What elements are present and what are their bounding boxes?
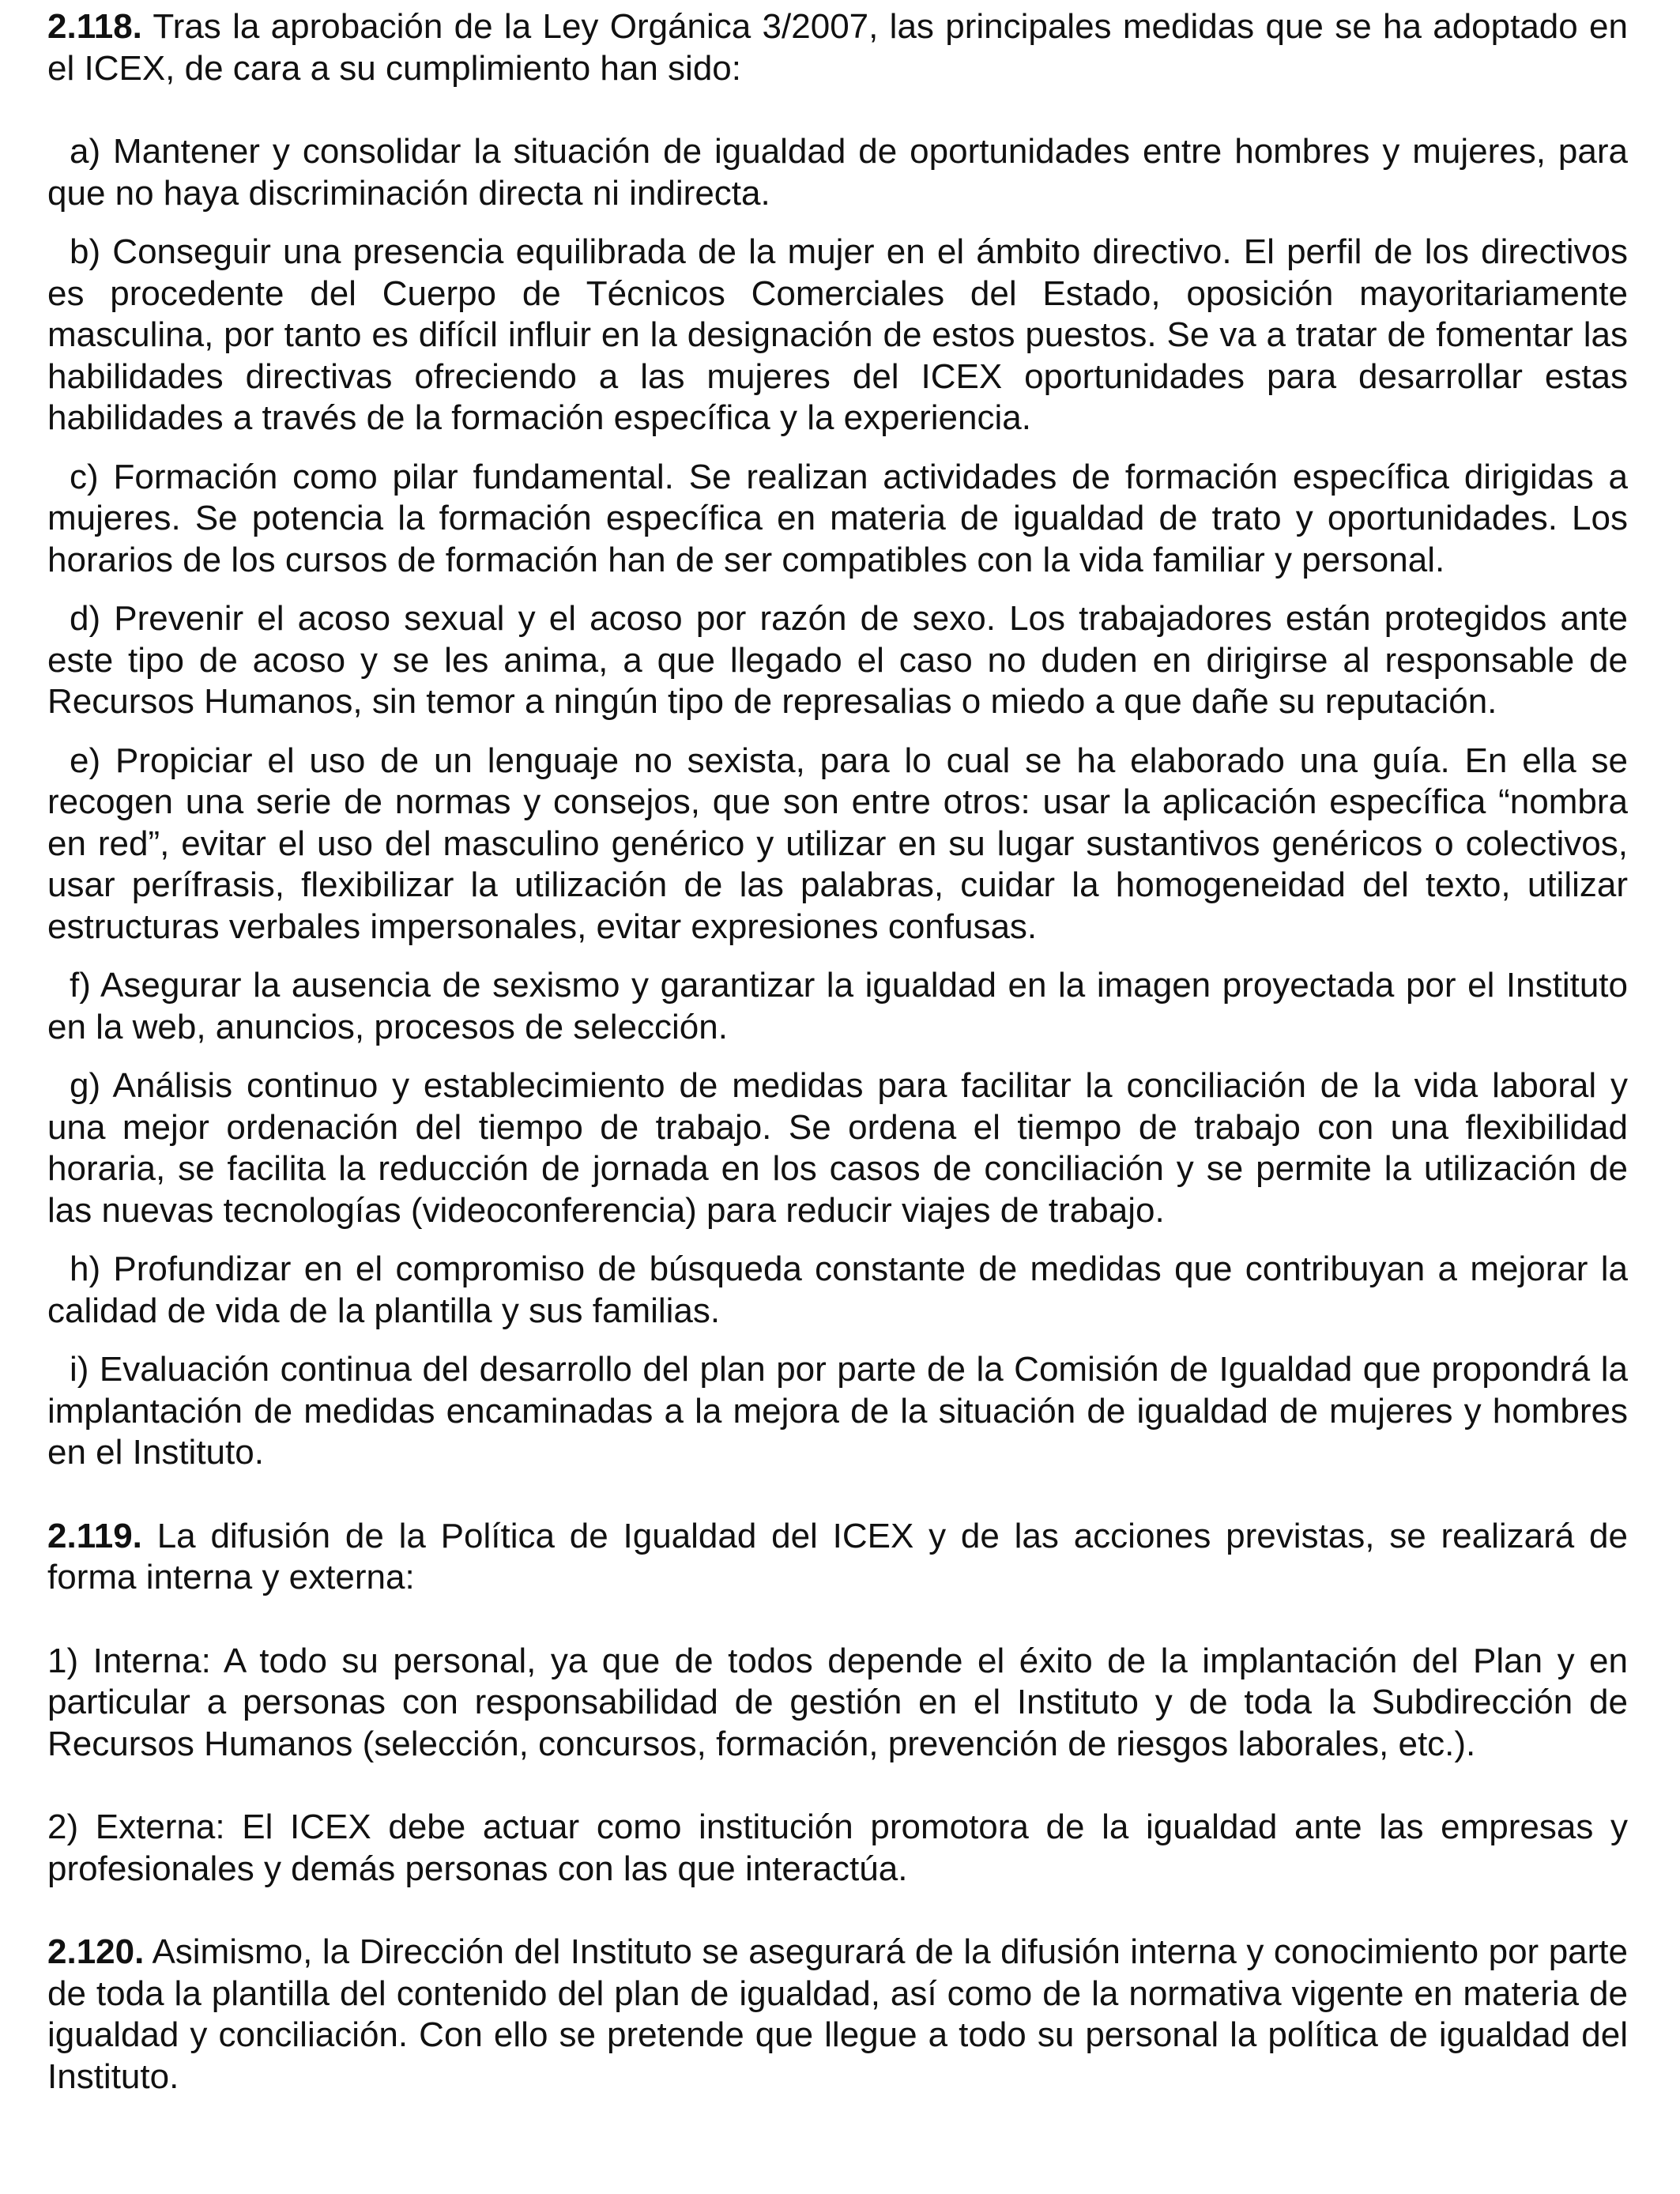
- dissemination-internal: 1) Interna: A todo su personal, ya que de todos depende el éxito de la implantación del Plan y en particular a personas con responsabilidad de gestión en el Instituto y de toda la Subdirección de Recursos Humanos (selección, concursos, formación, prevención de riesgos laborales, etc.).: [47, 1641, 1628, 1763]
- dissemination-external: 2) Externa: El ICEX debe actuar como institución promotora de la igualdad ante las empresas y profesionales y demás personas con las que interactúa.: [47, 1808, 1628, 1888]
- measure-item-a: a) Mantener y consolidar la situación de igualdad de oportunidades entre hombres y mujeres, para que no haya discriminación directa ni indirecta.: [47, 132, 1628, 213]
- measure-item-i: i) Evaluación continua del desarrollo del plan por parte de la Comisión de Igualdad que propondrá la implantación de medidas encaminadas a la mejora de la situación de igualdad de mujeres y hombres en el Instituto.: [47, 1350, 1628, 1472]
- measure-item-e: e) Propiciar el uso de un lenguaje no sexista, para lo cual se ha elaborado una guía. En ella se recogen una serie de normas y consejos, que son entre otros: usar la aplicación específica “nombra en red”, evitar el uso del masculino genérico y utilizar en su lugar sustantivos genéricos o colectivos, usar perífrasis, flexibilizar la utilización de las palabras, cuidar la homogeneidad del texto, utilizar estructuras verbales impersonales, evitar expresiones confusas.: [47, 741, 1628, 946]
- measure-item-c: c) Formación como pilar fundamental. Se realizan actividades de formación específica dirigidas a mujeres. Se potencia la formación específica en materia de igualdad de trato y oportunidades. Los horarios de los cursos de formación han de ser compatibles con la vida familiar y personal.: [47, 457, 1628, 579]
- section-number: 2.119.: [47, 1516, 142, 1555]
- section-text: Asimismo, la Dirección del Instituto se asegurará de la difusión interna y conocimiento por parte de toda la plantilla del contenido del plan de igualdad, así como de la normativa vigente en materia de igualdad y conciliación. Con ello se pretende que llegue a todo su personal la política de igualdad del Instituto.: [47, 1932, 1629, 2096]
- measure-item-g: g) Análisis continuo y establecimiento de medidas para facilitar la conciliación de la vida laboral y una mejor ordenación del tiempo de trabajo. Se ordena el tiempo de trabajo con una flexibilidad horaria, se facilita la reducción de jornada en los casos de conciliación y se permite la utilización de las nuevas tecnologías (videoconferencia) para reducir viajes de trabajo.: [47, 1066, 1628, 1230]
- document-page: [47, 6, 1628, 2098]
- measure-item-d: d) Prevenir el acoso sexual y el acoso por razón de sexo. Los trabajadores están protegidos ante este tipo de acoso y se les anima, a que llegado el caso no duden en dirigirse al responsable de Recursos Humanos, sin temor a ningún tipo de represalias o miedo a que dañe su reputación.: [47, 599, 1628, 721]
- measure-item-b: b) Conseguir una presencia equilibrada de la mujer en el ámbito directivo. El perfil de los directivos es procedente del Cuerpo de Técnicos Comerciales del Estado, oposición mayoritariamente masculina, por tanto es difícil influir en la designación de estos puestos. Se va a tratar de fomentar las habilidades directivas ofreciendo a las mujeres del ICEX oportunidades para desarrollar estas habilidades a través de la formación específica y la experiencia.: [47, 232, 1628, 437]
- section-number: 2.120.: [47, 1932, 145, 1971]
- measure-item-h: h) Profundizar en el compromiso de búsqueda constante de medidas que contribuyan a mejorar la calidad de vida de la plantilla y sus familias.: [47, 1250, 1628, 1330]
- section-text: Tras la aprobación de la Ley Orgánica 3/2007, las principales medidas que se ha adoptado en el ICEX, de cara a su cumplimiento han sido:: [47, 7, 1628, 88]
- section-number: 2.118.: [47, 7, 142, 46]
- section-text: La difusión de la Política de Igualdad del ICEX y de las acciones previstas, se realizará de forma interna y externa:: [47, 1516, 1628, 1596]
- measure-item-f: f) Asegurar la ausencia de sexismo y garantizar la igualdad en la imagen proyectada por el Instituto en la web, anuncios, procesos de selección.: [47, 966, 1628, 1046]
- section-2-120: [47, 1932, 1628, 2098]
- section-2-119-intro: [47, 1516, 1628, 1599]
- section-2-118-intro: [47, 6, 1628, 89]
